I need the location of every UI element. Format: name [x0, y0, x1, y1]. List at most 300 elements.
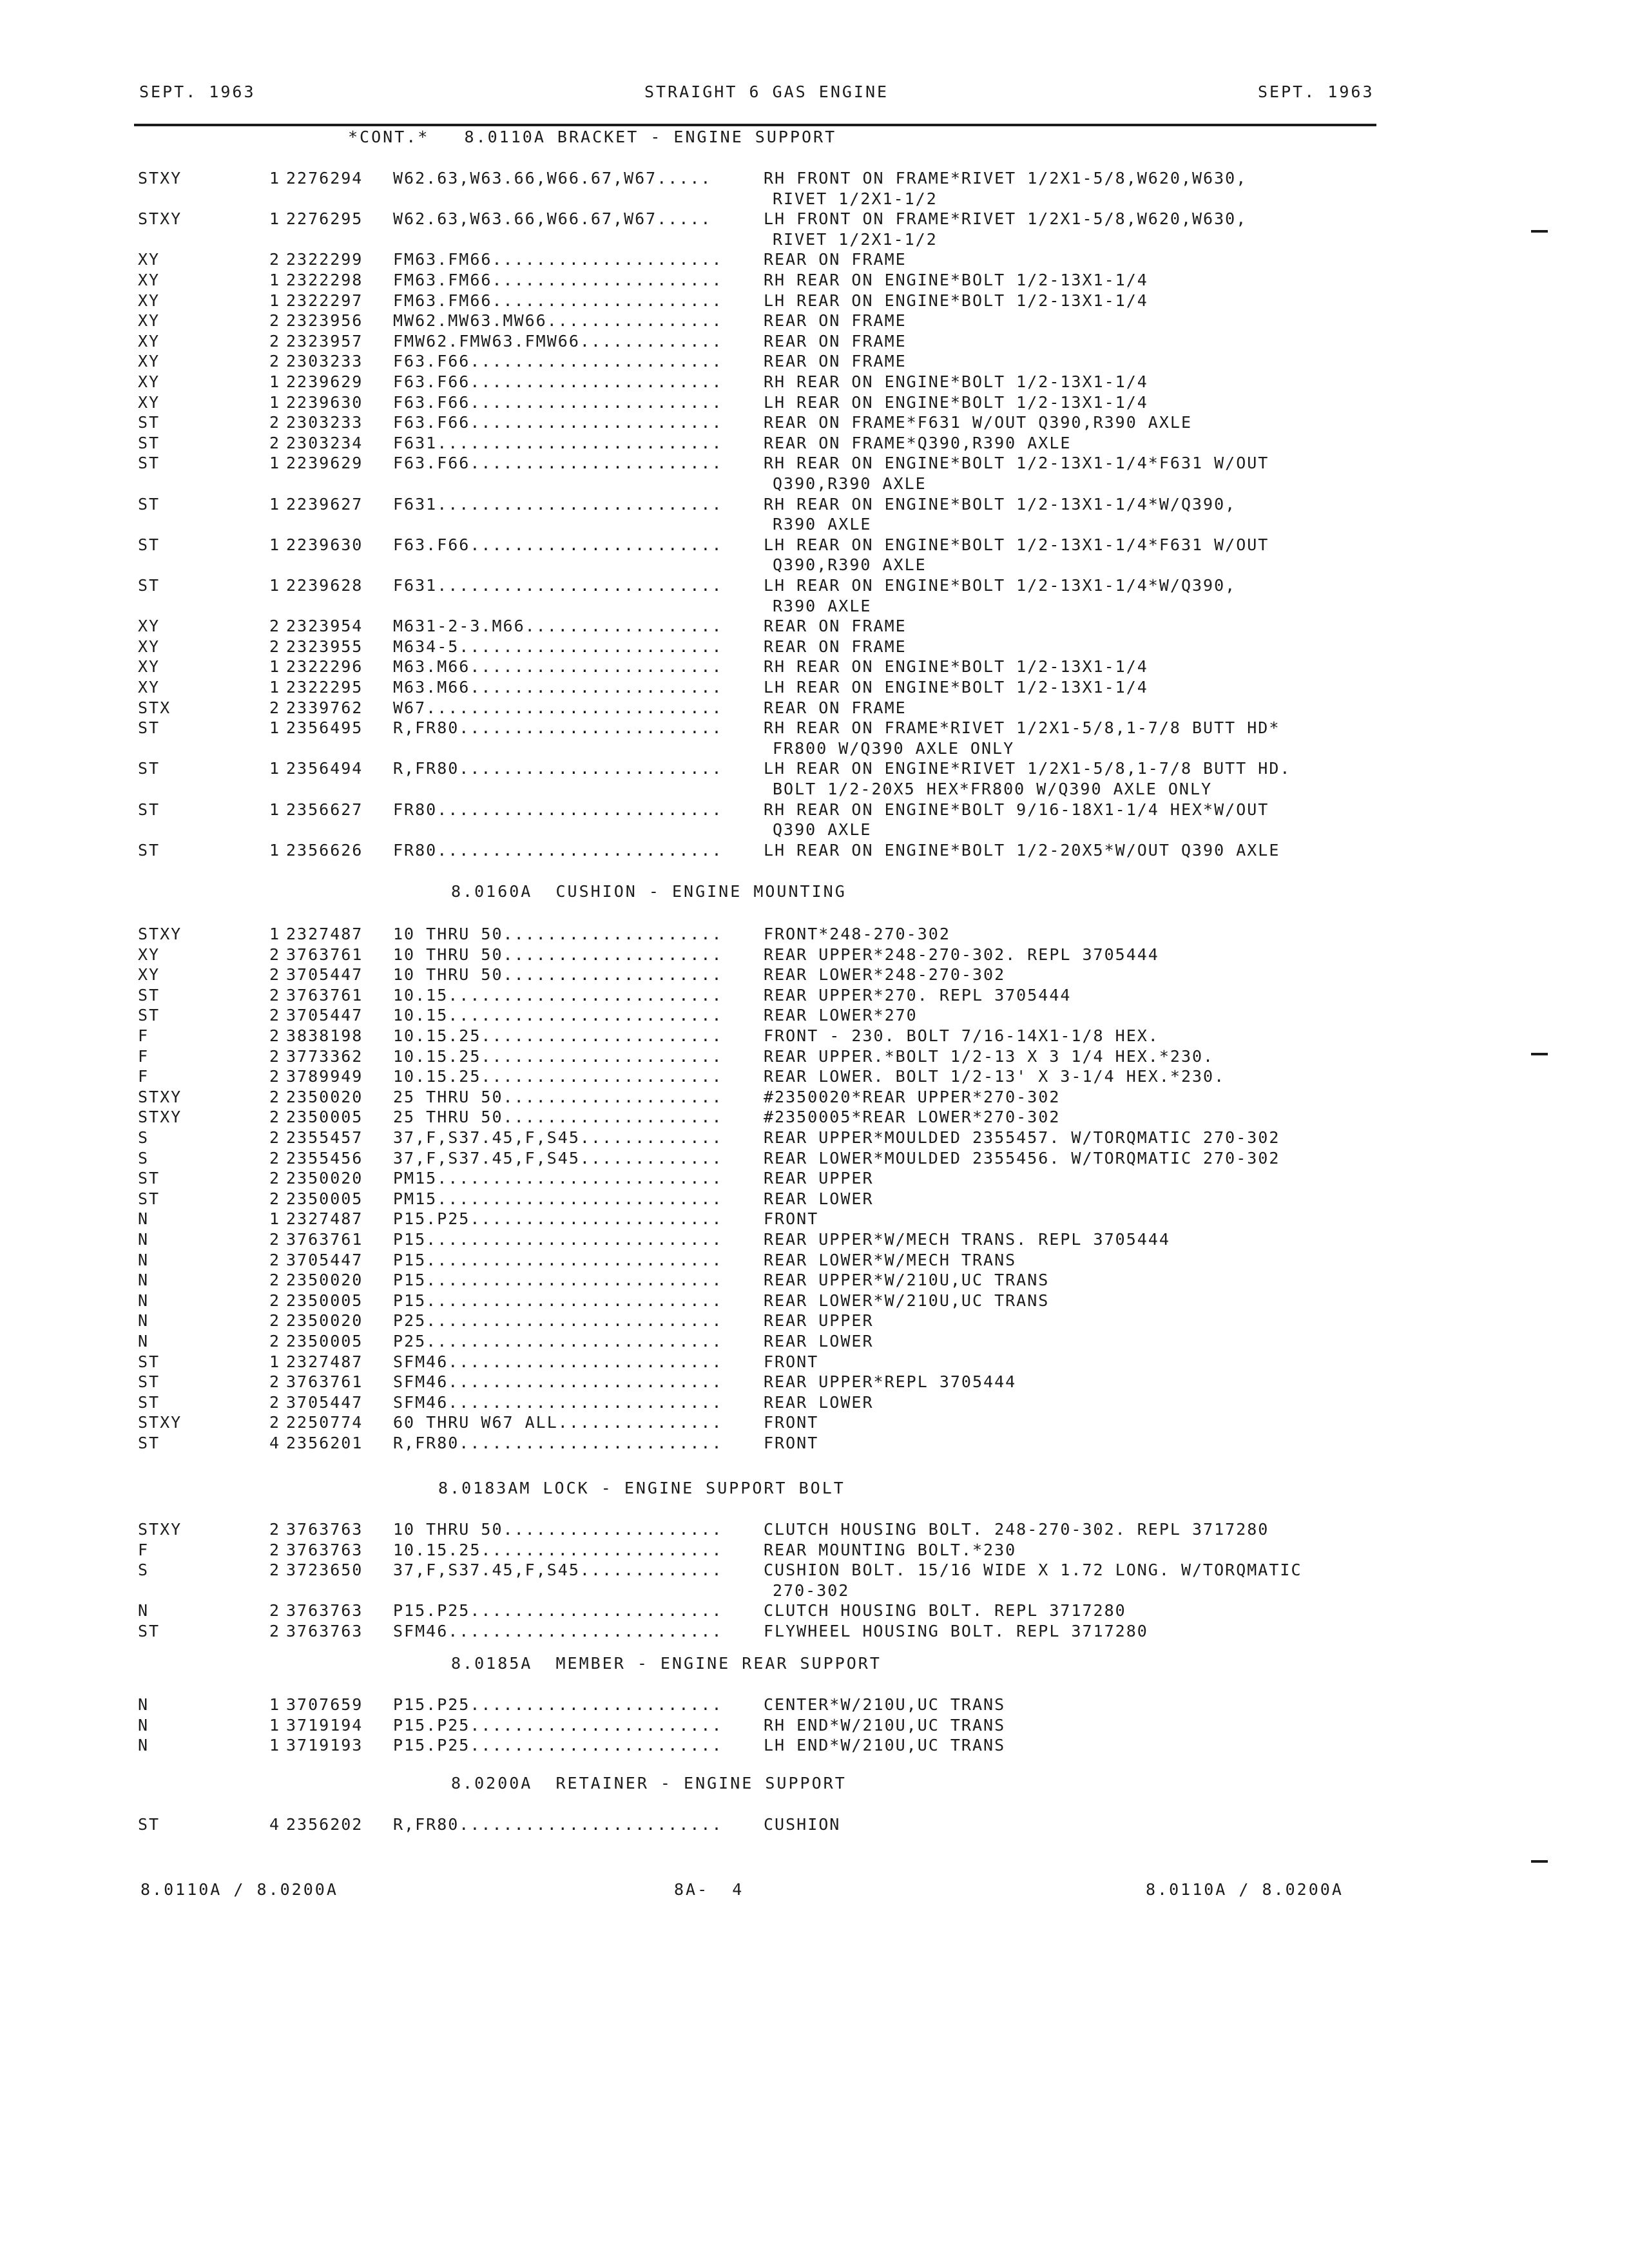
part-number: 3705447: [286, 1006, 363, 1025]
description: RH REAR ON ENGINE*BOLT 1/2-13X1-1/4: [764, 271, 1148, 289]
description: REAR LOWER: [764, 1392, 874, 1412]
description: REAR UPPER.*BOLT 1/2-13 X 3 1/4 HEX.*230.: [764, 1046, 1215, 1066]
model-code: ST: [138, 1815, 160, 1834]
application: F63.F66.......................: [393, 352, 723, 371]
quantity: 2: [269, 617, 281, 636]
model-code: F: [138, 1046, 149, 1066]
application: 10.15.25......................: [393, 1026, 723, 1045]
model-code: F: [138, 1026, 149, 1045]
part-number: 2322295: [286, 678, 363, 697]
quantity: 1: [269, 209, 281, 229]
application: 10 THRU 50....................: [393, 1520, 723, 1539]
application: P15...........................: [393, 1230, 723, 1249]
part-number: 2327487: [286, 1352, 363, 1371]
description: LH REAR ON ENGINE*BOLT 1/2-13X1-1/4*W/Q390,: [764, 576, 1237, 595]
description-continued: BOLT 1/2-20X5 HEX*FR800 W/Q390 AXLE ONLY: [773, 780, 1213, 798]
model-code: N: [138, 1332, 149, 1350]
part-number: 3705447: [286, 965, 363, 985]
part-number: 3763763: [286, 1622, 363, 1640]
quantity: 1: [269, 169, 281, 187]
part-number: 3763761: [286, 985, 363, 1004]
description: REAR LOWER*248-270-302: [764, 965, 1006, 985]
application: F631..........................: [393, 576, 723, 595]
part-number: 2322298: [286, 271, 363, 289]
quantity: 2: [269, 433, 281, 452]
quantity: 2: [269, 1189, 281, 1208]
quantity: 1: [269, 925, 281, 943]
application: P15...........................: [393, 1291, 723, 1310]
part-number: 2350020: [286, 1311, 363, 1331]
model-code: XY: [138, 617, 160, 636]
description: REAR UPPER*W/210U,UC TRANS: [764, 1271, 1050, 1290]
quantity: 1: [269, 718, 281, 738]
part-number: 2239627: [286, 494, 363, 514]
model-code: XY: [138, 392, 160, 412]
part-number: 2303233: [286, 413, 363, 432]
part-number: 2350020: [286, 1169, 363, 1188]
description: REAR ON FRAME: [764, 352, 907, 371]
description: REAR ON FRAME: [764, 617, 907, 636]
quantity: 2: [269, 1601, 281, 1620]
application: P25...........................: [393, 1332, 723, 1350]
description-continued: R390 AXLE: [773, 596, 872, 615]
model-code: XY: [138, 965, 160, 985]
model-code: N: [138, 1271, 149, 1290]
model-code: XY: [138, 372, 160, 391]
model-code: XY: [138, 945, 160, 964]
description-continued: FR800 W/Q390 AXLE ONLY: [773, 738, 1015, 758]
model-code: ST: [138, 1006, 160, 1025]
part-number: 2276294: [286, 169, 363, 187]
model-code: STXY: [138, 1520, 182, 1539]
quantity: 2: [269, 1271, 281, 1290]
application: FR80..........................: [393, 840, 723, 860]
description: REAR UPPER: [764, 1311, 874, 1331]
description: RH REAR ON ENGINE*BOLT 9/16-18X1-1/4 HEX*W/OUT: [764, 800, 1269, 819]
description: REAR LOWER. BOLT 1/2-13' X 3-1/4 HEX.*230.: [764, 1067, 1226, 1086]
description: CENTER*W/210U,UC TRANS: [764, 1695, 1006, 1714]
application: F63.F66.......................: [393, 392, 723, 412]
model-code: ST: [138, 413, 160, 432]
model-code: STXY: [138, 1087, 182, 1106]
description: LH END*W/210U,UC TRANS: [764, 1736, 1006, 1755]
model-code: XY: [138, 271, 160, 289]
quantity: 1: [269, 372, 281, 391]
model-code: ST: [138, 1392, 160, 1412]
application: P15.P25.......................: [393, 1695, 723, 1714]
model-code: XY: [138, 657, 160, 677]
quantity: 1: [269, 1715, 281, 1735]
quantity: 2: [269, 311, 281, 331]
description: REAR ON FRAME: [764, 698, 907, 717]
application: MW62.MW63.MW66................: [393, 311, 723, 331]
application: W62.63,W63.66,W66.67,W67.....: [393, 169, 712, 187]
model-code: N: [138, 1291, 149, 1310]
application: W62.63,W63.66,W66.67,W67.....: [393, 209, 712, 229]
quantity: 1: [269, 392, 281, 412]
application: M634-5........................: [393, 637, 723, 656]
application: 10 THRU 50....................: [393, 925, 723, 943]
quantity: 2: [269, 1622, 281, 1640]
description: CLUTCH HOUSING BOLT. 248-270-302. REPL 3717280: [764, 1520, 1269, 1539]
description: REAR UPPER*248-270-302. REPL 3705444: [764, 945, 1159, 964]
model-code: ST: [138, 1372, 160, 1392]
description-continued: Q390 AXLE: [773, 820, 872, 840]
model-code: XY: [138, 637, 160, 656]
section-title: 8.0200A RETAINER - ENGINE SUPPORT: [451, 1774, 847, 1792]
quantity: 1: [269, 1209, 281, 1229]
part-number: 3763763: [286, 1540, 363, 1559]
model-code: XY: [138, 250, 160, 269]
description: CLUTCH HOUSING BOLT. REPL 3717280: [764, 1601, 1126, 1620]
part-number: 3763763: [286, 1601, 363, 1620]
part-number: 2350005: [286, 1189, 363, 1208]
header-title: STRAIGHT 6 GAS ENGINE: [644, 82, 889, 101]
part-number: 2303233: [286, 352, 363, 371]
part-number: 2356626: [286, 840, 363, 860]
part-number: 3723650: [286, 1561, 363, 1580]
part-number: 2276295: [286, 209, 363, 229]
description: #2350020*REAR UPPER*270-302: [764, 1087, 1061, 1106]
model-code: XY: [138, 352, 160, 371]
model-code: ST: [138, 985, 160, 1004]
quantity: 2: [269, 1291, 281, 1310]
footer-range-left: 8.0110A / 8.0200A: [140, 1880, 338, 1899]
quantity: 2: [269, 1108, 281, 1127]
model-code: STXY: [138, 209, 182, 229]
description: REAR UPPER: [764, 1169, 874, 1188]
application: R,FR80........................: [393, 759, 723, 778]
footer-page-number: 8A- 4: [674, 1880, 744, 1899]
description: LH FRONT ON FRAME*RIVET 1/2X1-5/8,W620,W630,: [764, 209, 1248, 229]
application: F63.F66.......................: [393, 454, 723, 473]
part-number: 2356494: [286, 759, 363, 778]
description-continued: 270-302: [773, 1581, 850, 1600]
description: REAR ON FRAME: [764, 311, 907, 331]
quantity: 2: [269, 1067, 281, 1086]
application: 10 THRU 50....................: [393, 945, 723, 964]
quantity: 1: [269, 535, 281, 554]
model-code: STXY: [138, 925, 182, 943]
quantity: 2: [269, 1128, 281, 1147]
part-number: 2323954: [286, 617, 363, 636]
quantity: 2: [269, 1148, 281, 1168]
quantity: 1: [269, 454, 281, 473]
quantity: 1: [269, 800, 281, 819]
description: REAR UPPER*MOULDED 2355457. W/TORQMATIC 270-302: [764, 1128, 1280, 1147]
application: R,FR80........................: [393, 1815, 723, 1834]
section-title: *CONT.* 8.0110A BRACKET - ENGINE SUPPORT: [348, 128, 837, 146]
application: P25...........................: [393, 1311, 723, 1331]
description: FRONT: [764, 1434, 819, 1452]
quantity: 2: [269, 1230, 281, 1249]
quantity: 1: [269, 271, 281, 289]
quantity: 1: [269, 759, 281, 778]
description: LH REAR ON ENGINE*BOLT 1/2-13X1-1/4: [764, 392, 1148, 412]
part-number: 2355457: [286, 1128, 363, 1147]
description: FLYWHEEL HOUSING BOLT. REPL 3717280: [764, 1622, 1148, 1640]
description: CUSHION: [764, 1815, 841, 1834]
model-code: ST: [138, 718, 160, 738]
description: FRONT*248-270-302: [764, 925, 950, 943]
description: RH REAR ON ENGINE*BOLT 1/2-13X1-1/4: [764, 372, 1148, 391]
application: SFM46.........................: [393, 1622, 723, 1640]
description-continued: Q390,R390 AXLE: [773, 555, 927, 575]
quantity: 2: [269, 1392, 281, 1412]
part-number: 3763761: [286, 1230, 363, 1249]
part-number: 2323956: [286, 311, 363, 331]
description: REAR ON FRAME*F631 W/OUT Q390,R390 AXLE: [764, 413, 1192, 432]
part-number: 3789949: [286, 1067, 363, 1086]
quantity: 1: [269, 1352, 281, 1371]
model-code: N: [138, 1736, 149, 1755]
application: P15.P25.......................: [393, 1209, 723, 1229]
quantity: 1: [269, 1736, 281, 1755]
application: P15...........................: [393, 1271, 723, 1290]
part-number: 2356495: [286, 718, 363, 738]
quantity: 2: [269, 1046, 281, 1066]
description: REAR LOWER: [764, 1332, 874, 1350]
part-number: 2355456: [286, 1148, 363, 1168]
application: P15.P25.......................: [393, 1601, 723, 1620]
application: 37,F,S37.45,F,S45.............: [393, 1128, 723, 1147]
application: 10.15.25......................: [393, 1067, 723, 1086]
model-code: ST: [138, 494, 160, 514]
model-code: ST: [138, 1169, 160, 1188]
application: 25 THRU 50....................: [393, 1087, 723, 1106]
part-number: 2350005: [286, 1108, 363, 1127]
part-number: 2327487: [286, 925, 363, 943]
description: LH REAR ON ENGINE*BOLT 1/2-13X1-1/4: [764, 678, 1148, 697]
quantity: 2: [269, 985, 281, 1004]
part-number: 2327487: [286, 1209, 363, 1229]
model-code: ST: [138, 576, 160, 595]
description: RH END*W/210U,UC TRANS: [764, 1715, 1006, 1735]
application: SFM46.........................: [393, 1392, 723, 1412]
description: REAR UPPER*270. REPL 3705444: [764, 985, 1072, 1004]
application: R,FR80........................: [393, 718, 723, 738]
model-code: S: [138, 1561, 149, 1580]
model-code: S: [138, 1128, 149, 1147]
description: FRONT: [764, 1413, 819, 1432]
description: #2350005*REAR LOWER*270-302: [764, 1108, 1061, 1127]
model-code: XY: [138, 311, 160, 331]
part-number: 2322299: [286, 250, 363, 269]
quantity: 2: [269, 1006, 281, 1025]
model-code: S: [138, 1148, 149, 1168]
application: F631..........................: [393, 433, 723, 452]
part-number: 3719193: [286, 1736, 363, 1755]
application: PM15..........................: [393, 1189, 723, 1208]
footer-range-right: 8.0110A / 8.0200A: [1146, 1880, 1344, 1899]
quantity: 4: [269, 1434, 281, 1452]
description: FRONT: [764, 1352, 819, 1371]
quantity: 2: [269, 965, 281, 985]
part-number: 2239629: [286, 372, 363, 391]
application: PM15..........................: [393, 1169, 723, 1188]
application: F631..........................: [393, 494, 723, 514]
quantity: 2: [269, 1372, 281, 1392]
description: REAR ON FRAME*Q390,R390 AXLE: [764, 433, 1072, 452]
application: P15.P25.......................: [393, 1715, 723, 1735]
part-number: 3773362: [286, 1046, 363, 1066]
description: RH FRONT ON FRAME*RIVET 1/2X1-5/8,W620,W630,: [764, 169, 1248, 187]
section-title: 8.0160A CUSHION - ENGINE MOUNTING: [451, 882, 847, 901]
section-title: 8.0185A MEMBER - ENGINE REAR SUPPORT: [451, 1654, 882, 1673]
application: 25 THRU 50....................: [393, 1108, 723, 1127]
quantity: 2: [269, 1561, 281, 1580]
model-code: STXY: [138, 1108, 182, 1127]
header-rule: [134, 124, 1376, 126]
application: FMW62.FMW63.FMW66.............: [393, 331, 723, 351]
quantity: 1: [269, 678, 281, 697]
description-continued: R390 AXLE: [773, 515, 872, 534]
application: FR80..........................: [393, 800, 723, 819]
part-number: 2239629: [286, 454, 363, 473]
model-code: STXY: [138, 169, 182, 187]
model-code: N: [138, 1695, 149, 1714]
part-number: 3838198: [286, 1026, 363, 1045]
model-code: ST: [138, 1622, 160, 1640]
description: REAR ON FRAME: [764, 637, 907, 656]
quantity: 2: [269, 413, 281, 432]
model-code: XY: [138, 678, 160, 697]
quantity: 2: [269, 698, 281, 717]
application: P15...........................: [393, 1250, 723, 1269]
quantity: 1: [269, 1695, 281, 1714]
application: 60 THRU W67 ALL...............: [393, 1413, 723, 1432]
part-number: 3705447: [286, 1392, 363, 1412]
header-date-left: SEPT. 1963: [139, 82, 256, 101]
description: REAR LOWER*MOULDED 2355456. W/TORQMATIC 270-302: [764, 1148, 1280, 1168]
application: 10.15.........................: [393, 985, 723, 1004]
quantity: 2: [269, 1413, 281, 1432]
quantity: 2: [269, 1026, 281, 1045]
model-code: ST: [138, 535, 160, 554]
description: REAR LOWER: [764, 1189, 874, 1208]
part-number: 2356201: [286, 1434, 363, 1452]
part-number: 3763761: [286, 1372, 363, 1392]
quantity: 2: [269, 1311, 281, 1331]
quantity: 1: [269, 576, 281, 595]
part-number: 3763763: [286, 1520, 363, 1539]
application: M63.M66.......................: [393, 657, 723, 677]
application: W67...........................: [393, 698, 723, 717]
description: RH REAR ON FRAME*RIVET 1/2X1-5/8,1-7/8 BUTT HD*: [764, 718, 1280, 738]
quantity: 1: [269, 291, 281, 310]
application: FM63.FM66.....................: [393, 271, 723, 289]
description: REAR MOUNTING BOLT.*230: [764, 1540, 1017, 1559]
model-code: ST: [138, 840, 160, 860]
part-number: 2356627: [286, 800, 363, 819]
application: R,FR80........................: [393, 1434, 723, 1452]
part-number: 2250774: [286, 1413, 363, 1432]
application: 10.15.25......................: [393, 1046, 723, 1066]
application: P15.P25.......................: [393, 1736, 723, 1755]
section-title: 8.0183AM LOCK - ENGINE SUPPORT BOLT: [438, 1479, 845, 1497]
application: F63.F66.......................: [393, 372, 723, 391]
model-code: F: [138, 1067, 149, 1086]
quantity: 2: [269, 331, 281, 351]
model-code: XY: [138, 331, 160, 351]
margin-mark: [1531, 1053, 1548, 1055]
quantity: 2: [269, 1540, 281, 1559]
application: M631-2-3.M66..................: [393, 617, 723, 636]
margin-mark: [1531, 230, 1548, 233]
application: 10.15.25......................: [393, 1540, 723, 1559]
application: 37,F,S37.45,F,S45.............: [393, 1561, 723, 1580]
description-continued: RIVET 1/2X1-1/2: [773, 189, 938, 208]
part-number: 2239630: [286, 535, 363, 554]
description: RH REAR ON ENGINE*BOLT 1/2-13X1-1/4*W/Q390,: [764, 494, 1237, 514]
application: 37,F,S37.45,F,S45.............: [393, 1148, 723, 1168]
quantity: 2: [269, 250, 281, 269]
application: 10 THRU 50....................: [393, 965, 723, 985]
part-number: 2350020: [286, 1087, 363, 1106]
header-date-right: SEPT. 1963: [1258, 82, 1374, 101]
model-code: ST: [138, 1189, 160, 1208]
model-code: F: [138, 1540, 149, 1559]
description-continued: Q390,R390 AXLE: [773, 474, 927, 493]
quantity: 2: [269, 1169, 281, 1188]
description: RH REAR ON ENGINE*BOLT 1/2-13X1-1/4: [764, 657, 1148, 677]
description: LH REAR ON ENGINE*BOLT 1/2-13X1-1/4*F631 W/OUT: [764, 535, 1269, 554]
model-code: ST: [138, 433, 160, 452]
margin-mark: [1531, 1860, 1548, 1863]
part-number: 2322297: [286, 291, 363, 310]
description: REAR ON FRAME: [764, 250, 907, 269]
quantity: 1: [269, 494, 281, 514]
model-code: N: [138, 1715, 149, 1735]
description: LH REAR ON ENGINE*RIVET 1/2X1-5/8,1-7/8 BUTT HD.: [764, 759, 1291, 778]
part-number: 3719194: [286, 1715, 363, 1735]
description: FRONT - 230. BOLT 7/16-14X1-1/8 HEX.: [764, 1026, 1159, 1045]
model-code: ST: [138, 759, 160, 778]
part-number: 2323955: [286, 637, 363, 656]
model-code: ST: [138, 1352, 160, 1371]
application: SFM46.........................: [393, 1372, 723, 1392]
quantity: 2: [269, 352, 281, 371]
application: 10.15.........................: [393, 1006, 723, 1025]
quantity: 2: [269, 637, 281, 656]
model-code: STXY: [138, 1413, 182, 1432]
quantity: 4: [269, 1815, 281, 1834]
part-number: 3705447: [286, 1250, 363, 1269]
model-code: N: [138, 1209, 149, 1229]
description: REAR UPPER*W/MECH TRANS. REPL 3705444: [764, 1230, 1170, 1249]
model-code: ST: [138, 800, 160, 819]
quantity: 1: [269, 657, 281, 677]
description: LH REAR ON ENGINE*BOLT 1/2-13X1-1/4: [764, 291, 1148, 310]
application: FM63.FM66.....................: [393, 291, 723, 310]
part-number: 3763761: [286, 945, 363, 964]
model-code: XY: [138, 291, 160, 310]
application: F63.F66.......................: [393, 413, 723, 432]
description: CUSHION BOLT. 15/16 WIDE X 1.72 LONG. W/TORQMATIC: [764, 1561, 1302, 1580]
model-code: N: [138, 1250, 149, 1269]
application: FM63.FM66.....................: [393, 250, 723, 269]
description: LH REAR ON ENGINE*BOLT 1/2-20X5*W/OUT Q390 AXLE: [764, 840, 1280, 860]
model-code: N: [138, 1311, 149, 1331]
quantity: 2: [269, 1250, 281, 1269]
part-number: 2239630: [286, 392, 363, 412]
description: FRONT: [764, 1209, 819, 1229]
quantity: 2: [269, 945, 281, 964]
model-code: ST: [138, 1434, 160, 1452]
part-number: 2350005: [286, 1291, 363, 1310]
application: SFM46.........................: [393, 1352, 723, 1371]
description: REAR LOWER*W/MECH TRANS: [764, 1250, 1017, 1269]
